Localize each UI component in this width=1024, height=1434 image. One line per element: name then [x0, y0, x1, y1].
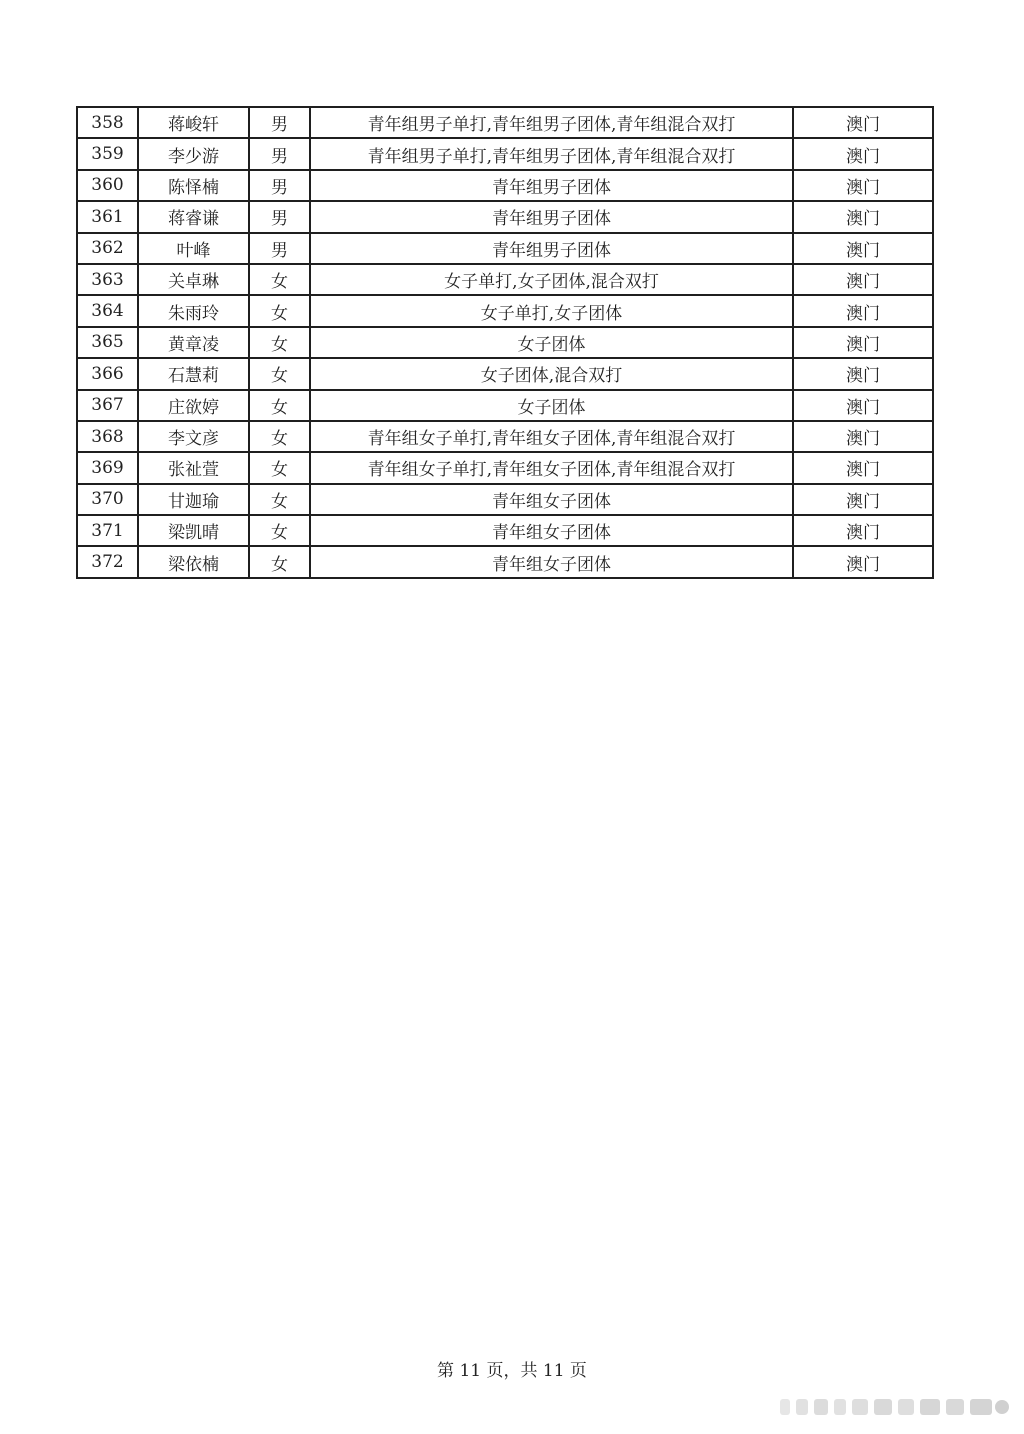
table-row — [77, 421, 933, 452]
table-row — [77, 515, 933, 546]
cell-name: 李文彦 — [138, 421, 249, 452]
table-row — [77, 170, 933, 201]
cell-region: 澳门 — [793, 484, 933, 515]
cell-name: 庄欲婷 — [138, 390, 249, 421]
cell-gender: 女 — [249, 295, 310, 326]
cell-number: 370 — [77, 484, 138, 515]
table-row — [77, 295, 933, 326]
athlete-roster-table — [76, 106, 934, 579]
table-row — [77, 484, 933, 515]
table-row — [77, 546, 933, 577]
cell-name: 陈怿楠 — [138, 170, 249, 201]
cell-region: 澳门 — [793, 327, 933, 358]
cell-gender: 女 — [249, 390, 310, 421]
table-row — [77, 327, 933, 358]
table-row — [77, 264, 933, 295]
table-row — [77, 452, 933, 483]
cell-gender: 男 — [249, 107, 310, 138]
cell-region: 澳门 — [793, 170, 933, 201]
cell-events: 青年组女子单打,青年组女子团体,青年组混合双打 — [310, 452, 793, 483]
cell-number: 368 — [77, 421, 138, 452]
cell-gender: 男 — [249, 233, 310, 264]
cell-gender: 男 — [249, 170, 310, 201]
cell-number: 361 — [77, 201, 138, 232]
cell-region: 澳门 — [793, 233, 933, 264]
cell-region: 澳门 — [793, 390, 933, 421]
table-row — [77, 358, 933, 389]
cell-gender: 女 — [249, 421, 310, 452]
cell-events: 女子单打,女子团体 — [310, 295, 793, 326]
roster-body — [77, 107, 933, 578]
cell-number: 372 — [77, 546, 138, 577]
cell-name: 石慧莉 — [138, 358, 249, 389]
cell-region: 澳门 — [793, 546, 933, 577]
cell-gender: 女 — [249, 515, 310, 546]
table-row — [77, 107, 933, 138]
cell-events: 女子团体,混合双打 — [310, 358, 793, 389]
cell-events: 青年组女子单打,青年组女子团体,青年组混合双打 — [310, 421, 793, 452]
cell-events: 女子团体 — [310, 390, 793, 421]
watermark-logo — [780, 1396, 1010, 1418]
cell-name: 关卓琳 — [138, 264, 249, 295]
cell-number: 358 — [77, 107, 138, 138]
cell-events: 青年组男子团体 — [310, 201, 793, 232]
cell-gender: 女 — [249, 327, 310, 358]
cell-gender: 女 — [249, 264, 310, 295]
cell-events: 青年组男子单打,青年组男子团体,青年组混合双打 — [310, 138, 793, 169]
cell-region: 澳门 — [793, 201, 933, 232]
cell-gender: 女 — [249, 452, 310, 483]
cell-number: 371 — [77, 515, 138, 546]
cell-name: 梁依楠 — [138, 546, 249, 577]
cell-name: 甘迦瑜 — [138, 484, 249, 515]
cell-events: 青年组男子团体 — [310, 170, 793, 201]
cell-region: 澳门 — [793, 107, 933, 138]
cell-events: 青年组男子单打,青年组男子团体,青年组混合双打 — [310, 107, 793, 138]
cell-name: 叶峰 — [138, 233, 249, 264]
cell-number: 359 — [77, 138, 138, 169]
cell-name: 蒋睿谦 — [138, 201, 249, 232]
cell-region: 澳门 — [793, 264, 933, 295]
cell-number: 367 — [77, 390, 138, 421]
cell-gender: 女 — [249, 546, 310, 577]
cell-region: 澳门 — [793, 138, 933, 169]
cell-name: 梁凯晴 — [138, 515, 249, 546]
table-row — [77, 138, 933, 169]
cell-gender: 男 — [249, 138, 310, 169]
cell-number: 365 — [77, 327, 138, 358]
cell-name: 黄章凌 — [138, 327, 249, 358]
cell-name: 蒋峻轩 — [138, 107, 249, 138]
cell-gender: 男 — [249, 201, 310, 232]
cell-region: 澳门 — [793, 295, 933, 326]
cell-name: 李少游 — [138, 138, 249, 169]
cell-name: 张祉萱 — [138, 452, 249, 483]
cell-number: 363 — [77, 264, 138, 295]
cell-events: 青年组女子团体 — [310, 546, 793, 577]
page-footer: 第 11 页，共 11 页 — [437, 1361, 587, 1381]
cell-number: 369 — [77, 452, 138, 483]
cell-name: 朱雨玲 — [138, 295, 249, 326]
table-row — [77, 201, 933, 232]
cell-number: 364 — [77, 295, 138, 326]
cell-region: 澳门 — [793, 515, 933, 546]
cell-region: 澳门 — [793, 452, 933, 483]
cell-region: 澳门 — [793, 421, 933, 452]
cell-number: 362 — [77, 233, 138, 264]
cell-gender: 女 — [249, 358, 310, 389]
cell-events: 青年组男子团体 — [310, 233, 793, 264]
cell-number: 360 — [77, 170, 138, 201]
cell-number: 366 — [77, 358, 138, 389]
table-row — [77, 233, 933, 264]
cell-events: 青年组女子团体 — [310, 484, 793, 515]
cell-events: 女子团体 — [310, 327, 793, 358]
cell-events: 女子单打,女子团体,混合双打 — [310, 264, 793, 295]
cell-events: 青年组女子团体 — [310, 515, 793, 546]
cell-gender: 女 — [249, 484, 310, 515]
cell-region: 澳门 — [793, 358, 933, 389]
table-row — [77, 390, 933, 421]
